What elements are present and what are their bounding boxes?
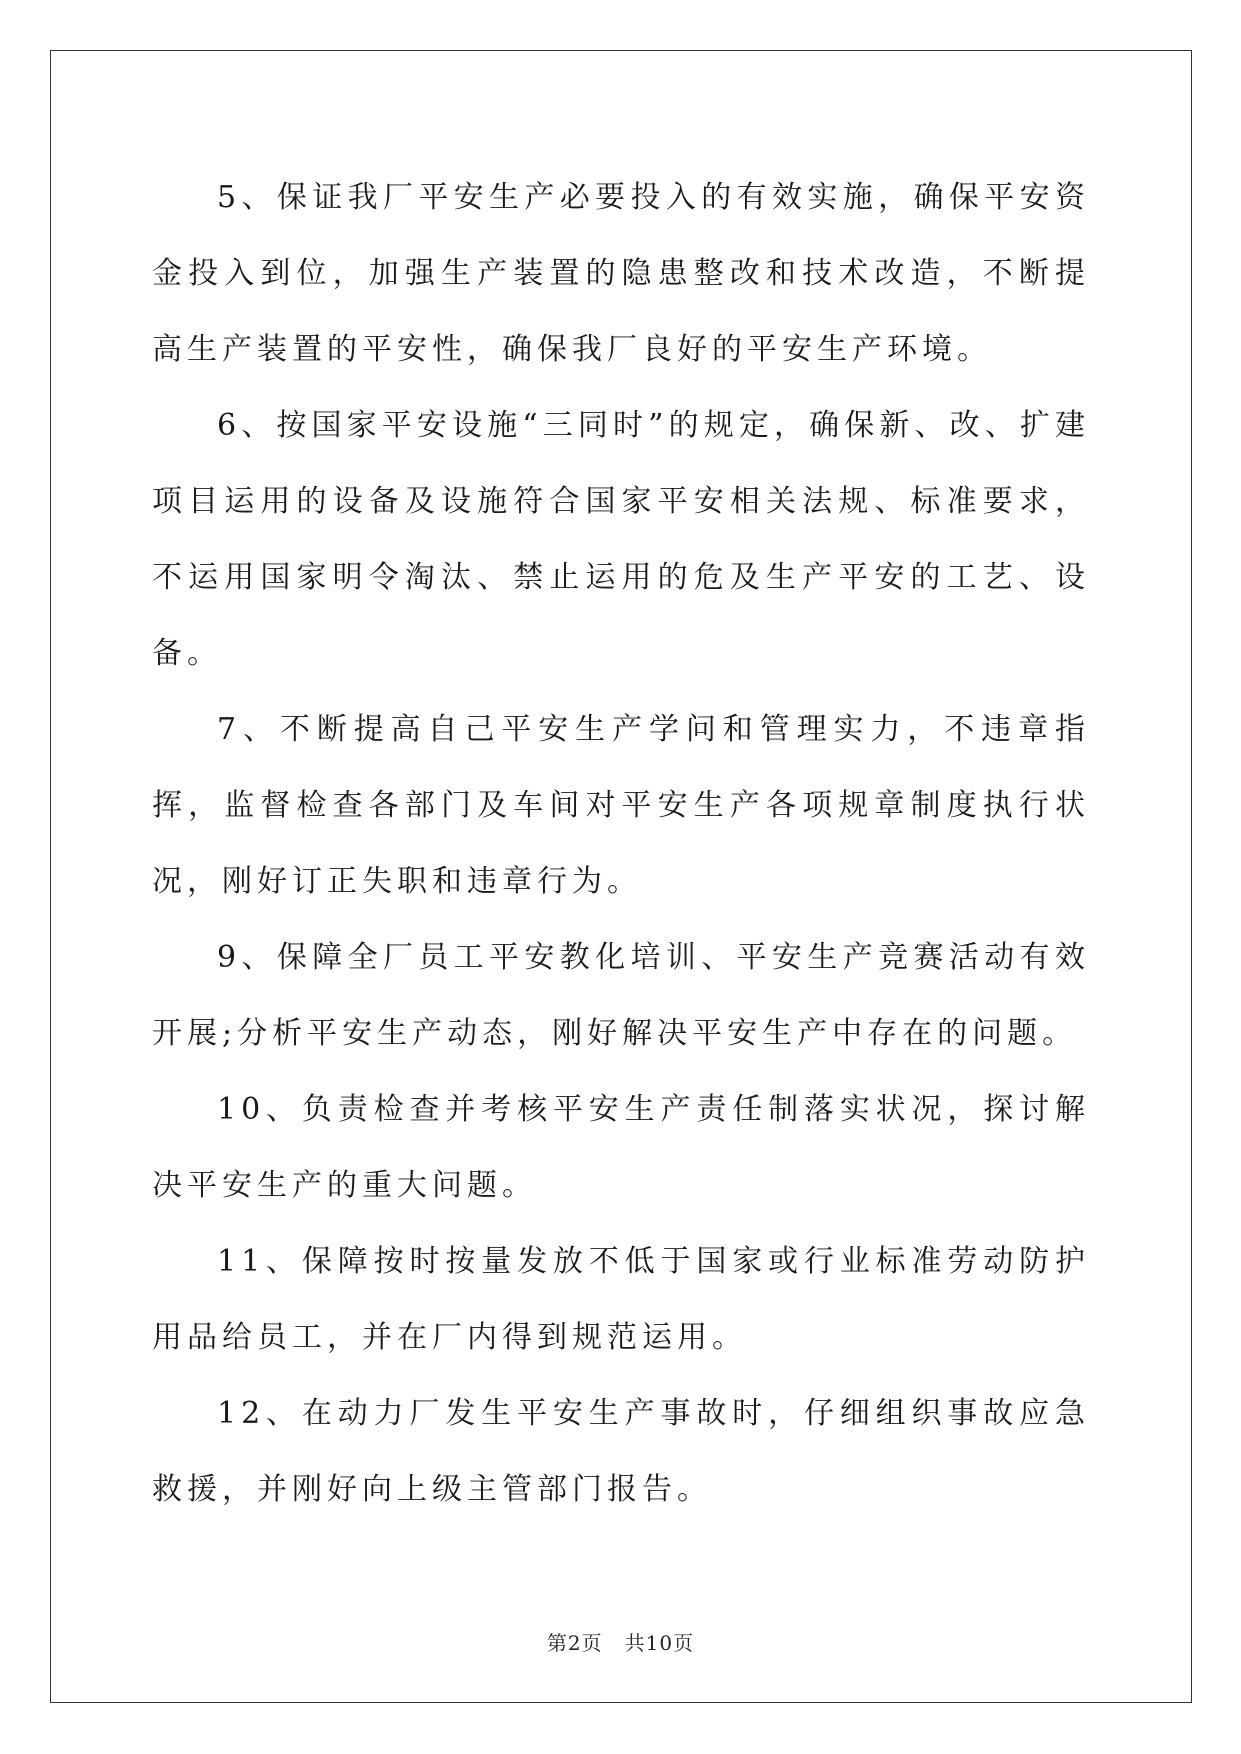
paragraph-item-6: 6、按国家平安设施“三同时”的规定，确保新、改、扩建项目运用的设备及设施符合国家平安相关法规、标准要求，不运用国家明令淘汰、禁止运用的危及生产平安的工艺、设备。	[152, 408, 1090, 671]
paragraph-item-9: 9、保障全厂员工平安教化培训、平安生产竞赛活动有效开展;分析平安生产动态，刚好解决平安生产中存在的问题。	[152, 940, 1090, 1051]
document-body	[152, 160, 1090, 1528]
page-number: 第2页	[546, 1631, 603, 1655]
paragraph-item-12: 12、在动力厂发生平安生产事故时，仔细组织事故应急救援，并刚好向上级主管部门报告。	[152, 1396, 1090, 1507]
paragraph-item-10: 10、负责检查并考核平安生产责任制落实状况，探讨解决平安生产的重大问题。	[152, 1092, 1090, 1203]
page-footer	[0, 1627, 1241, 1656]
footer-spacer	[603, 1631, 625, 1655]
paragraph-item-5: 5、保证我厂平安生产必要投入的有效实施，确保平安资金投入到位，加强生产装置的隐患整改和技术改造，不断提高生产装置的平安性，确保我厂良好的平安生产环境。	[152, 180, 1090, 367]
paragraph-item-11: 11、保障按时按量发放不低于国家或行业标准劳动防护用品给员工，并在厂内得到规范运用。	[152, 1244, 1090, 1355]
paragraph-item-7: 7、不断提高自己平安生产学问和管理实力，不违章指挥，监督检查各部门及车间对平安生产各项规章制度执行状况，刚好订正失职和违章行为。	[152, 712, 1090, 899]
page-total: 共10页	[624, 1631, 695, 1655]
